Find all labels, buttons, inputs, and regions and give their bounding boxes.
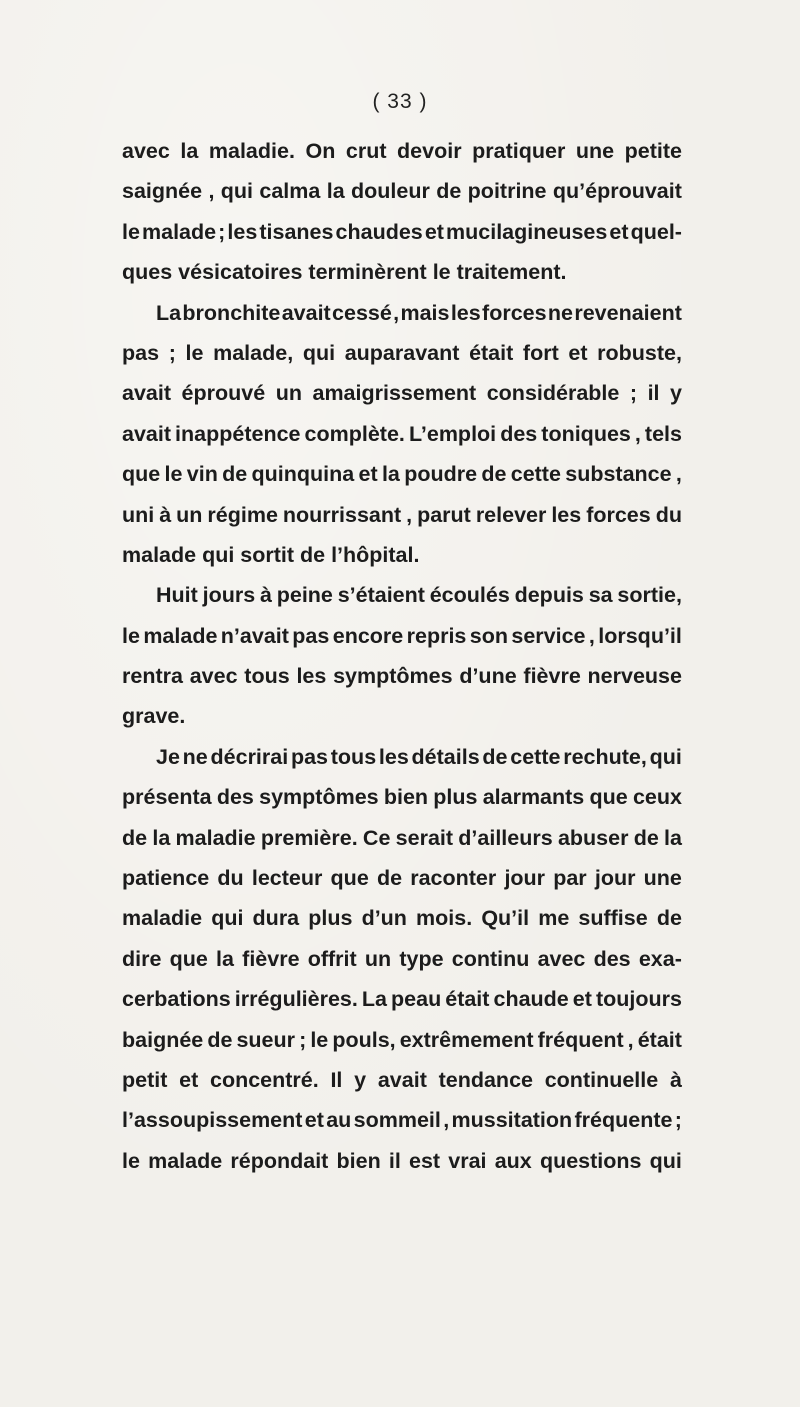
text-line: que le vin de quinquina et la poudre de cette substance , [122,462,682,487]
text-line: malade qui sortit de l’hôpital. [122,542,420,567]
text-line: grave. [122,704,186,729]
text-line: rentra avec tous les symptômes d’une fièvre nerveuse [122,664,682,689]
text-line: ques vésicatoires terminèrent le traitement. [122,260,567,285]
body-text [122,131,682,1181]
text-line: le malade n’avait pas encore repris son service , lorsqu’il [122,623,682,648]
text-line: le malade répondait bien il est vrai aux questions qui [122,1148,682,1173]
page-number: ( 33 ) [372,90,428,113]
text-line: avait inappétence complète. L’emploi des toniques , tels [122,421,682,446]
text-line: avait éprouvé un amaigrissement considérable ; il y [122,381,682,406]
text-line: cerbations irrégulières. La peau était chaude et toujours [122,987,682,1012]
text-line: baignée de sueur ; le pouls, extrêmement fréquent , était [122,1027,682,1052]
text-line: l’assoupissement et au sommeil , mussitation fréquente ; [122,1108,682,1133]
text-line: saignée , qui calma la douleur de poitrine qu’éprouvait [122,179,682,204]
text-line: pas ; le malade, qui auparavant était fort et robuste, [122,340,682,365]
text-line: uni à un régime nourrissant , parut relever les forces du [122,502,682,527]
text-line: petit et concentré. Il y avait tendance continuelle à [122,1067,682,1092]
text-line: dire que la fièvre offrit un type continu avec des exa- [122,946,682,971]
text-line: patience du lecteur que de raconter jour par jour une [122,866,682,891]
text-line: Je ne décrirai pas tous les détails de cette rechute, qui [156,744,682,769]
text-line: La bronchite avait cessé , mais les forces ne revenaient [156,300,682,325]
text-line: maladie qui dura plus d’un mois. Qu’il me suffise de [122,906,682,931]
text-line: de la maladie première. Ce serait d’ailleurs abuser de la [122,825,682,850]
text-line: avec la maladie. On crut devoir pratiquer une petite [122,139,682,163]
text-line: Huit jours à peine s’étaient écoulés depuis sa sortie, [156,583,682,608]
text-line: présenta des symptômes bien plus alarmants que ceux [122,785,682,810]
text-line: le malade ; les tisanes chaudes et mucilagineuses et quel- [122,219,682,244]
